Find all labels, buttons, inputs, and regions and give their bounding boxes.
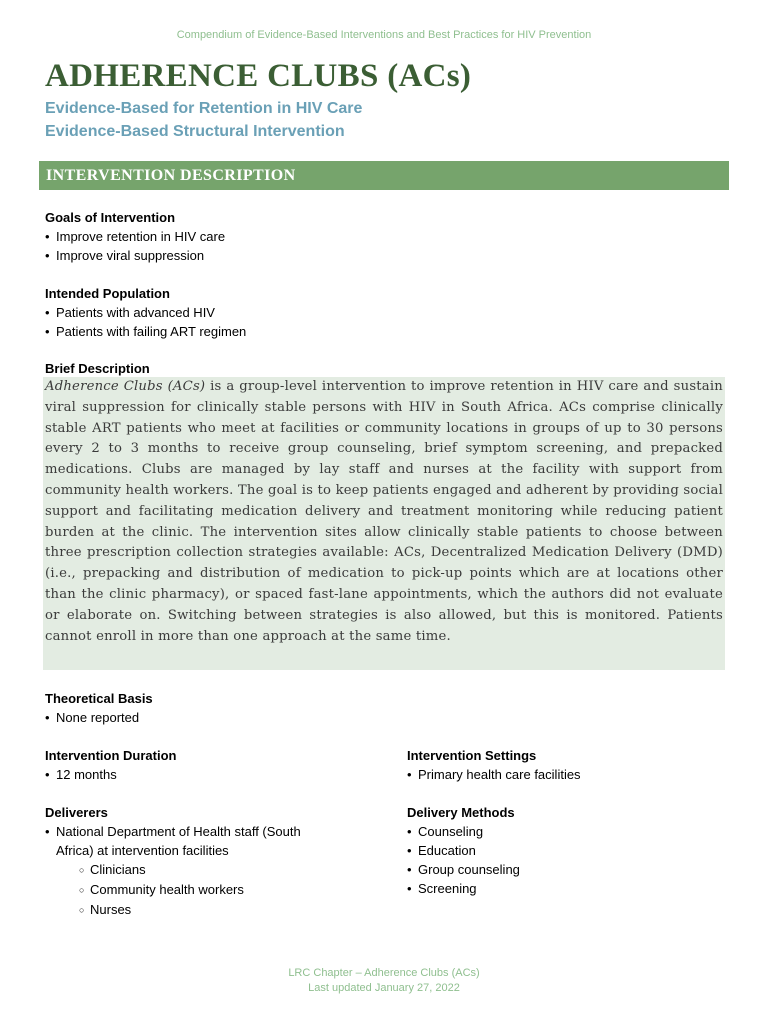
list-item: • Education: [407, 841, 520, 860]
duration-section: [45, 746, 176, 784]
evidence-subtitle-structural: Evidence-Based Structural Intervention: [45, 123, 345, 140]
deliverers-section: [45, 803, 301, 920]
list-item: • Improve viral suppression: [45, 246, 225, 265]
sub-list-item: ○ Nurses: [45, 900, 301, 920]
theory-label: Theoretical Basis: [45, 691, 153, 706]
methods-label: Delivery Methods: [407, 805, 515, 820]
running-header: Compendium of Evidence-Based Interventions and Best Practices for HIV Prevention: [176, 29, 592, 41]
brief-description-body: is a group-level intervention to improve retention in HIV care and sustain viral suppression for clinically stable persons with HIV in South Africa. ACs comprise clinically stable ART patients who meet at facilities or community locations in groups of up to 30 persons every 2 to 3 months to receive group counseling, brief symptom screening, and prepacked medications. Clubs are managed by lay staff and nurses at the facility with support from community health workers. The goal is to keep patients engaged and adherent by providing social support and facilitating medication delivery and treatment monitoring while reducing patient burden at the clinic. The intervention sites allow clinically stable patients to choose between three prescription collection strategies available: ACs, Decentralized Medication Delivery (DMD) (i.e., prepacking and distribution of medication to pick-up points which are at locations other than the clinic pharmacy), or spaced fast-lane appointments, which the authors did not evaluate or elaborate on. Switching between strategies is also allowed, but this is monitored. Patients cannot enroll in more than one approach at the same time.: [45, 379, 723, 644]
sub-list-item: ○ Clinicians: [45, 860, 301, 880]
list-item: • None reported: [45, 708, 153, 727]
brief-description-text: [43, 377, 725, 670]
deliverers-label: Deliverers: [45, 805, 108, 820]
brief-description-lead: Adherence Clubs (ACs): [45, 379, 206, 394]
list-item: • National Department of Health staff (South: [45, 822, 301, 841]
duration-label: Intervention Duration: [45, 748, 177, 763]
goals-label: Goals of Intervention: [45, 210, 176, 225]
page-title: ADHERENCE CLUBS (ACs): [45, 58, 472, 94]
list-item: • Primary health care facilities: [407, 765, 581, 784]
settings-label: Intervention Settings: [407, 748, 537, 763]
page-footer: [0, 966, 768, 996]
list-item: • Improve retention in HIV care: [45, 227, 225, 246]
sub-list-item: ○ Community health workers: [45, 880, 301, 900]
footer-updated: Last updated January 27, 2022: [308, 982, 460, 994]
list-item: • Patients with advanced HIV: [45, 303, 246, 322]
list-item: • Screening: [407, 879, 520, 898]
population-label: Intended Population: [45, 286, 170, 301]
list-item: • Patients with failing ART regimen: [45, 322, 246, 341]
goals-section: [45, 208, 225, 265]
list-item: • Group counseling: [407, 860, 520, 879]
list-item-continuation: Africa) at intervention facilities: [56, 843, 229, 858]
theory-section: [45, 689, 153, 727]
population-section: [45, 284, 246, 341]
list-item: • Counseling: [407, 822, 520, 841]
brief-description-label: Brief Description: [45, 361, 150, 376]
evidence-subtitle-retention: Evidence-Based for Retention in HIV Care: [45, 100, 363, 117]
settings-section: [407, 746, 581, 784]
section-heading: INTERVENTION DESCRIPTION: [39, 161, 729, 190]
footer-chapter: LRC Chapter – Adherence Clubs (ACs): [288, 967, 480, 979]
methods-section: [407, 803, 520, 898]
list-item: • 12 months: [45, 765, 176, 784]
